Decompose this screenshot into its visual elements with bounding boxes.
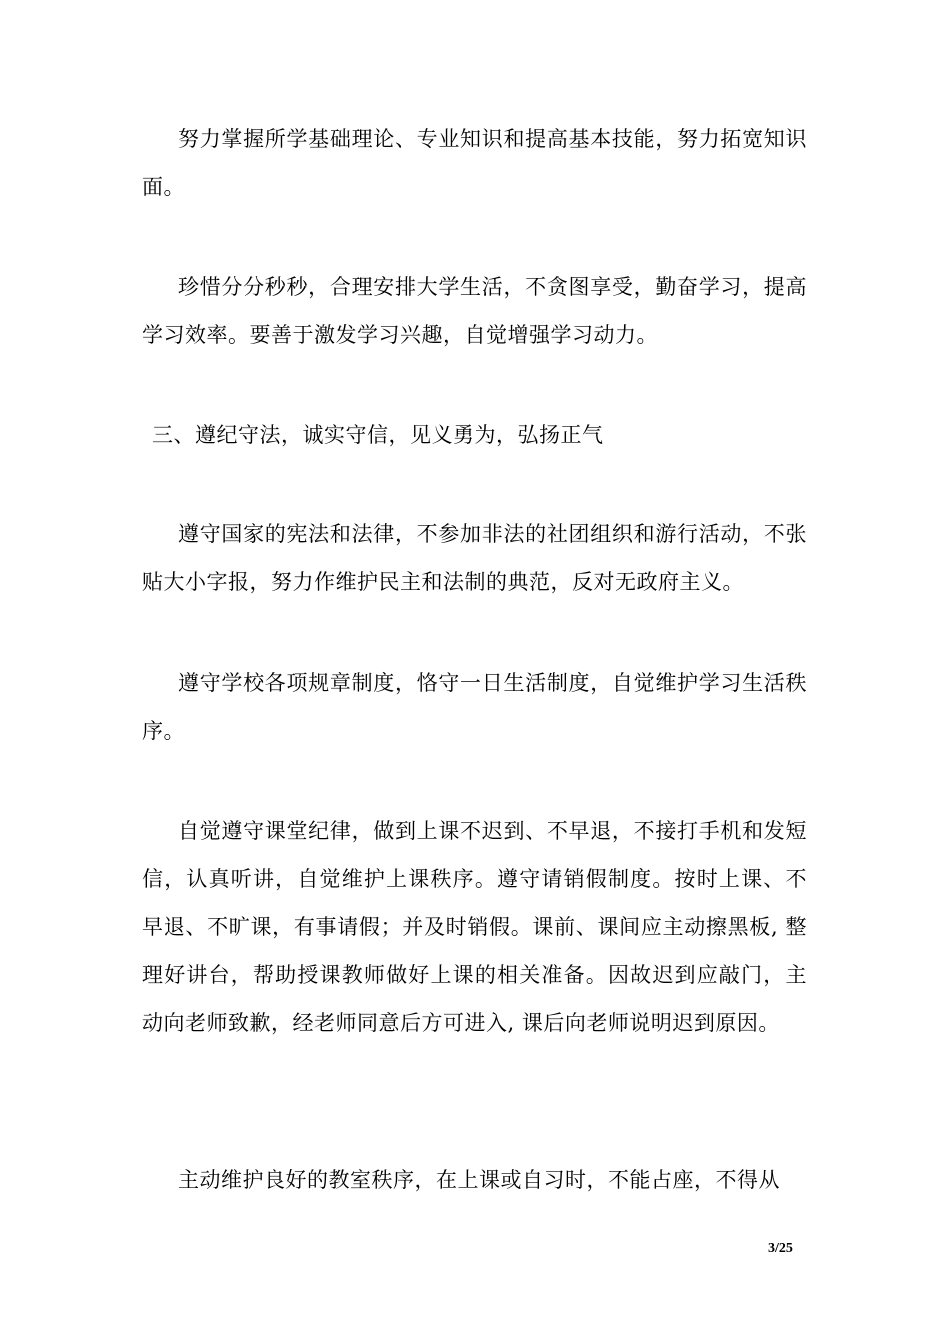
paragraph-study-time: 珍惜分分秒秒，合理安排大学生活，不贪图享受，勤奋学习，提高学习效率。要善于激发学习兴趣，自觉增强学习动力。 (142, 275, 807, 347)
section-heading: 三、遵纪守法，诚实守信，见义勇为，弘扬正气 (152, 423, 604, 447)
paragraph-law: 遵守国家的宪法和法律，不参加非法的社团组织和游行活动，不张贴大小字报，努力作维护民主和法制的典范，反对无政府主义。 (142, 522, 807, 594)
paragraph-knowledge: 努力掌握所学基础理论、专业知识和提高基本技能，努力拓宽知识面。 (142, 127, 807, 199)
paragraph-school-rules: 遵守学校各项规章制度，恪守一日生活制度，自觉维护学习生活秩序。 (142, 671, 807, 743)
page-number: 3/25 (768, 1241, 793, 1256)
paragraph-class-discipline: 自觉遵守课堂纪律，做到上课不迟到、不早退，不接打手机和发短信，认真听讲，自觉维护上课秩序。遵守请销假制度。按时上课、不早退、不旷课，有事请假；并及时销假。课前、课间应主动擦黑板, 整理好讲台，帮助授课教师做好上课的相关准备。因故迟到应敲门，主动向老师致歉，经老师同意后方可进入, 课后向老师说明迟到原因。 (142, 819, 807, 1035)
paragraph-classroom-order: 主动维护良好的教室秩序，在上课或自习时，不能占座，不得从 (178, 1168, 780, 1192)
